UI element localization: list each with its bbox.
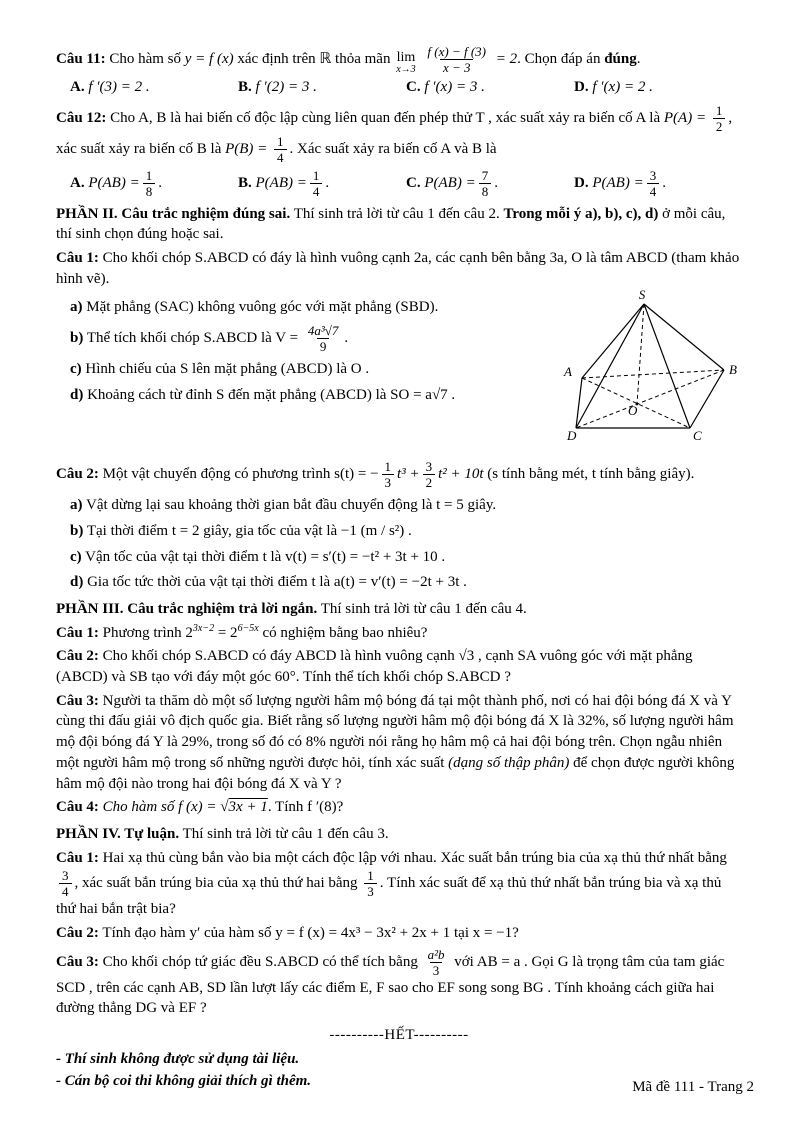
fraction — [310, 168, 323, 199]
option-text: . — [662, 174, 666, 191]
fraction-numerator: 1 — [367, 868, 374, 884]
exponent: 3x−2 — [192, 622, 215, 634]
fraction-numerator: 1 — [384, 459, 392, 475]
vertex-label-c: C — [693, 428, 702, 444]
fraction-numerator: 3 — [62, 868, 69, 884]
question-text-italic: (dạng số thập phân) — [448, 754, 570, 771]
emphasis-word: đúng — [604, 50, 637, 67]
option-text: f ′(3) = 2 . — [88, 79, 150, 95]
question-text: Phương trình 2 — [102, 624, 193, 641]
question-text: Tính đạo hàm y′ của hàm số y = f (x) = 4x³ − 3x² + 2x + 1 tại x = −1? — [102, 924, 519, 941]
question-text: Một vật chuyển động có phương trình s(t) = − — [102, 466, 379, 483]
option-text: P(AB) = — [88, 174, 140, 191]
question-11-text: Cho hàm số — [109, 50, 182, 67]
option-letter: C. — [406, 79, 421, 95]
fraction — [143, 168, 156, 199]
fraction-numerator: 1 — [145, 167, 153, 183]
statement-label: a) — [70, 299, 83, 316]
option-text: P(AB) = — [592, 174, 644, 191]
answer-option — [238, 168, 406, 199]
fraction — [305, 323, 342, 354]
fraction-denominator: 2 — [713, 118, 726, 134]
question-text: Người ta thăm dò một số lượng người hâm mộ bóng đá tại một thành phố, nơi có hai đội bóng đá X và Y cùng thi đấu giải vô địch quốc gia. Biết rằng số lượng người hâm mộ đội bóng đá X là 32%, số lượng người hâm mộ đội bóng đá Y là 29%, trong số đó có 8% người nói rằng họ hâm mộ cả hai đội bóng trên. Chọn ngẫu nhiên một người hâm mộ trong số những người được hỏi, tính xác suất — [56, 692, 734, 771]
question-text: (s tính bằng mét, t tính bằng giây). — [487, 466, 695, 483]
fraction-denominator: 3 — [364, 883, 377, 899]
vertex-label-a: A — [564, 364, 572, 380]
part-3-instructions: Thí sinh trả lời từ câu 1 đến câu 4. — [320, 601, 527, 617]
option-letter: C. — [406, 174, 421, 191]
part3-question-3 — [56, 691, 742, 794]
question-label: Câu 2: — [56, 648, 99, 665]
statement-label: d) — [70, 574, 84, 591]
part-2-instructions: Thí sinh trả lời từ câu 1 đến câu 2. — [293, 205, 500, 222]
fraction-numerator: 7 — [481, 167, 489, 183]
fraction-denominator: 4 — [274, 149, 287, 165]
math-expression: P(B) = — [225, 140, 268, 157]
fraction-numerator: 1 — [312, 167, 320, 183]
question-12-text: Cho A, B là hai biến cố độc lập cùng liên quan đến phép thử T , xác suất xảy ra biến cố A là — [110, 109, 661, 126]
pyramid-figure — [552, 288, 742, 451]
vertex-label-s: S — [638, 288, 646, 303]
question-text: . Tính xác suất để xạ thủ thứ nhất bắn trúng bia và xạ thủ thứ hai bắn trật bia? — [56, 875, 722, 918]
pyramid-svg — [552, 288, 742, 446]
statement-b — [70, 521, 742, 542]
note-line: - Cán bộ coi thi không giải thích gì thêm. — [56, 1072, 312, 1089]
question-label: Câu 2: — [56, 466, 99, 483]
question-text: , xác suất bắn trúng bia của xạ thủ thứ hai bằng — [74, 875, 358, 892]
statement-text: . — [344, 329, 349, 346]
question-text: để chọn được người không hâm mộ đội nào trong hai đội bóng đá X và Y ? — [56, 754, 735, 792]
fraction-numerator: a²b — [427, 946, 445, 962]
answer-option — [406, 168, 574, 199]
question-11-text: . — [636, 50, 641, 67]
limit-symbol: lim — [396, 50, 416, 65]
answer-option — [574, 168, 742, 199]
part2-question-1-body — [56, 288, 742, 451]
part2-question-1-items — [56, 292, 552, 410]
option-text: P(AB) = — [424, 174, 476, 191]
statement-d — [70, 572, 742, 593]
statement-c — [70, 359, 552, 380]
fraction-numerator: f (x) − f (3) — [427, 44, 487, 59]
math-expression: t² + 10t — [438, 466, 484, 483]
part3-question-2 — [56, 646, 742, 687]
fraction-denominator: 4 — [310, 183, 323, 199]
question-label: Câu 3: — [56, 953, 99, 970]
statement-text: Mặt phẳng (SAC) không vuông góc với mặt phẳng (SBD). — [86, 299, 439, 316]
option-text: f ′(x) = 3 . — [424, 79, 485, 95]
fraction-numerator: 1 — [715, 102, 723, 118]
part3-question-4 — [56, 797, 742, 818]
statement-text: Gia tốc tức thời của vật tại thời điểm t là a(t) = v′(t) = −2t + 3t . — [87, 574, 467, 591]
note-line: - Thí sinh không được sử dụng tài liệu. — [56, 1051, 300, 1067]
statement-c — [70, 547, 742, 568]
question-label: Câu 1: — [56, 849, 99, 866]
question-text: . Tính f ′(8)? — [267, 799, 344, 816]
question-label: Câu 2: — [56, 924, 99, 941]
fraction — [713, 103, 726, 134]
part2-question-2-items — [56, 495, 742, 593]
option-letter: B. — [238, 79, 252, 95]
statement-text: Khoảng cách từ đỉnh S đến mặt phẳng (ABCD) là SO = a√7 . — [87, 386, 456, 403]
fraction — [423, 459, 436, 490]
statement-label: b) — [70, 329, 84, 346]
fraction — [479, 168, 492, 199]
fraction-numerator: 4a³√7 — [307, 322, 339, 338]
question-11-text: . Chọn đáp án — [517, 50, 601, 67]
question-12-label: Câu 12: — [56, 109, 107, 126]
part4-question-1 — [56, 848, 742, 920]
fraction-numerator: 1 — [277, 133, 284, 149]
fraction-denominator: 9 — [317, 338, 330, 354]
answer-option — [70, 168, 238, 199]
question-text: có nghiệm bằng bao nhiêu? — [262, 624, 428, 641]
statement-text: Hình chiếu của S lên mặt phẳng (ABCD) là O . — [85, 360, 370, 377]
exponent: 6−5x — [237, 622, 259, 634]
radical-sign: √ — [220, 799, 229, 816]
question-text: Cho khối chóp S.ABCD có đáy là hình vuông cạnh 2a, các cạnh bên bằng 3a, O là tâm ABCD (tham khảo hình vẽ). — [56, 249, 740, 287]
fraction-denominator: 3 — [382, 474, 395, 490]
option-text: P(AB) = — [255, 174, 307, 191]
math-expression: P(A) = — [663, 109, 707, 126]
question-11-options — [70, 78, 742, 98]
fraction-numerator: 3 — [649, 167, 657, 183]
question-text: Cho hàm số f (x) = — [102, 799, 217, 816]
question-11-text: xác định trên ℝ thỏa mãn — [237, 50, 391, 67]
part-2-title: PHẦN II. Câu trắc nghiệm đúng sai. — [56, 205, 291, 222]
question-text: Hai xạ thủ cùng bắn vào bia một cách độc lập với nhau. Xác suất bắn trúng bia của xạ thủ thứ nhất bằng — [102, 849, 727, 866]
answer-option — [70, 78, 238, 98]
part-4-title: PHẦN IV. Tự luận. — [56, 825, 180, 842]
limit-subscript: x→3 — [396, 64, 416, 75]
limit-expression — [396, 51, 415, 75]
statement-text: Tại thời điểm t = 2 giây, gia tốc của vật là −1 (m / s²) . — [86, 522, 412, 539]
question-text: = 2 — [217, 624, 238, 641]
fraction — [424, 44, 489, 75]
part-3-title: PHẦN III. Câu trắc nghiệm trả lời ngắn. — [56, 601, 318, 617]
fraction — [59, 868, 72, 899]
fraction-denominator: 8 — [143, 183, 156, 199]
fraction — [425, 947, 448, 978]
part4-question-2 — [56, 923, 742, 944]
fraction-denominator: 4 — [59, 883, 72, 899]
center-label-o: O — [628, 403, 638, 419]
math-expression: t³ + — [397, 466, 420, 483]
statement-label: b) — [70, 522, 84, 539]
answer-option — [238, 78, 406, 98]
statement-a — [70, 495, 742, 516]
statement-text: Vận tốc của vật tại thời điểm t là v(t) = s′(t) = −t² + 3t + 10 . — [85, 548, 446, 565]
vertex-label-d: D — [567, 428, 577, 444]
fraction-denominator: x − 3 — [440, 59, 474, 75]
statement-a — [70, 297, 552, 318]
page-number: Mã đề 111 - Trang 2 — [632, 1079, 754, 1095]
option-letter: D. — [574, 174, 589, 191]
option-text: . — [158, 174, 162, 191]
part4-question-3 — [56, 947, 742, 1019]
radicand: 3x + 1 — [228, 799, 268, 816]
statement-label: a) — [70, 497, 83, 514]
option-text: . — [494, 174, 498, 191]
answer-option — [574, 78, 742, 98]
statement-b — [70, 323, 552, 354]
statement-text: Thể tích khối chóp S.ABCD là V = — [86, 329, 299, 346]
math-expression: y = f (x) — [184, 50, 234, 67]
part2-question-1 — [56, 248, 742, 289]
option-letter: A. — [70, 174, 85, 191]
question-label: Câu 4: — [56, 799, 99, 816]
question-text: Cho khối chóp tứ giác đều S.ABCD có thể tích bằng — [102, 953, 418, 970]
part-2-instructions: ở mỗi câu, thí sinh chọn đúng hoặc sai. — [56, 205, 726, 243]
statement-label: d) — [70, 386, 84, 403]
fraction-numerator: 3 — [425, 459, 433, 475]
question-12-options — [70, 168, 742, 199]
question-label: Câu 1: — [56, 624, 99, 641]
fraction-denominator: 2 — [423, 474, 436, 490]
fraction — [274, 134, 287, 165]
option-text: f ′(x) = 2 . — [592, 79, 653, 95]
question-text: với AB = a . Gọi G là trọng tâm của tam giác SCD , trên các cạnh AB, SD lần lượt lấy các điểm E, F sao cho EF song song BG . Tính khoảng cách giữa hai đường thẳng DG và EF ? — [56, 953, 725, 1017]
question-11-label: Câu 11: — [56, 50, 106, 67]
fraction — [364, 868, 377, 899]
statement-d — [70, 385, 552, 406]
part-4-instructions: Thí sinh trả lời từ câu 1 đến câu 3. — [182, 825, 389, 842]
statement-label: c) — [70, 548, 82, 565]
part2-question-2 — [56, 459, 742, 490]
part-2-heading — [56, 204, 742, 245]
question-11 — [56, 44, 742, 75]
fraction — [382, 459, 395, 490]
question-label: Câu 1: — [56, 249, 99, 266]
part-3-heading — [56, 599, 742, 620]
fraction-denominator: 8 — [479, 183, 492, 199]
question-text: Cho khối chóp S.ABCD có đáy ABCD là hình vuông cạnh √3 , cạnh SA vuông góc với mặt phẳng (ABCD) và SB tạo với đáy một góc 60°. Tính thể tích khối chóp S.ABCD ? — [56, 648, 693, 686]
question-12-text: , xác suất xảy ra biến cố B là — [56, 109, 733, 157]
part-4-heading — [56, 824, 742, 845]
fraction-denominator: 3 — [430, 962, 443, 978]
answer-option — [406, 78, 574, 98]
question-label: Câu 3: — [56, 692, 99, 709]
part3-question-1 — [56, 623, 742, 644]
sqrt-expression — [220, 799, 268, 815]
vertex-label-b: B — [729, 362, 737, 378]
part-2-instructions-bold: Trong mỗi ý a), b), c), d) — [503, 205, 659, 222]
fraction — [647, 168, 660, 199]
statement-label: c) — [70, 360, 82, 377]
question-12 — [56, 103, 742, 165]
statement-text: Vật dừng lại sau khoảng thời gian bắt đầu chuyển động là t = 5 giây. — [85, 497, 497, 514]
option-text: . — [325, 174, 330, 191]
math-expression: = 2 — [495, 50, 518, 67]
question-12-text: . Xác suất xảy ra biến cố A và B là — [289, 140, 497, 157]
option-letter: A. — [70, 79, 85, 95]
option-letter: B. — [238, 174, 252, 191]
option-text: f ′(2) = 3 . — [255, 79, 317, 95]
end-marker: ----------HẾT---------- — [329, 1027, 469, 1043]
fraction-denominator: 4 — [647, 183, 660, 199]
option-letter: D. — [574, 79, 589, 95]
